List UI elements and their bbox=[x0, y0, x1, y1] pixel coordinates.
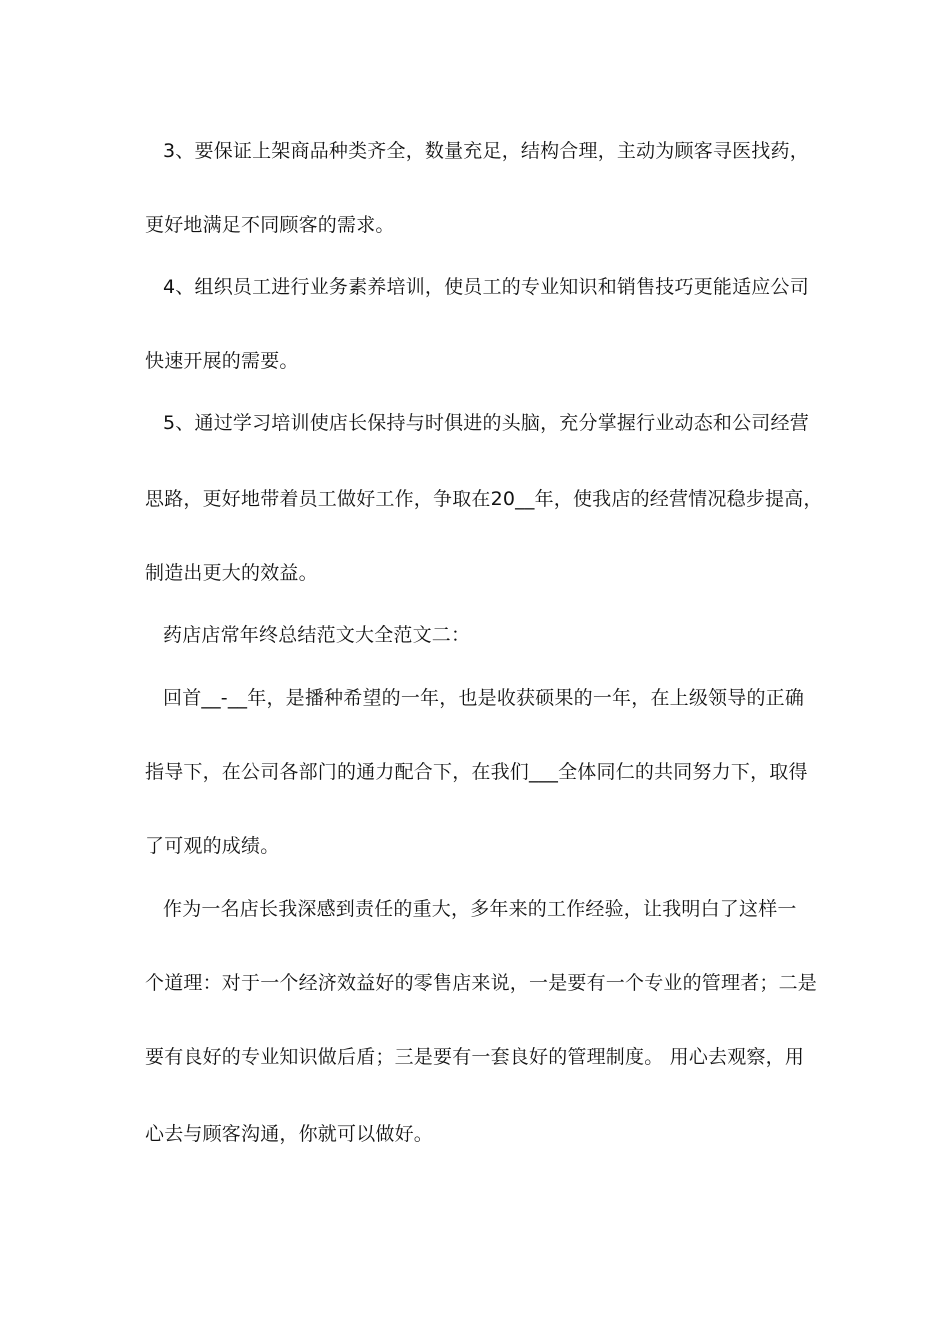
paragraph-manager-line-1: 作为一名店长我深感到责任的重大，多年来的工作经验，让我明白了这样一 bbox=[163, 898, 797, 920]
section-heading: 药店店常年终总结范文大全范文二： bbox=[163, 624, 471, 646]
paragraph-3-line-2: 更好地满足不同顾客的需求。 bbox=[145, 214, 395, 236]
paragraph-4-line-2: 快速开展的需要。 bbox=[145, 350, 299, 372]
paragraph-manager-line-4: 心去与顾客沟通，你就可以做好。 bbox=[145, 1123, 434, 1145]
paragraph-manager-line-3: 要有良好的专业知识做后盾；三是要有一套良好的管理制度。 用心去观察，用 bbox=[145, 1046, 805, 1068]
paragraph-review-line-1: 回首__-__年，是播种希望的一年，也是收获硕果的一年，在上级领导的正确 bbox=[163, 687, 805, 709]
paragraph-manager-line-2: 个道理：对于一个经济效益好的零售店来说，一是要有一个专业的管理者；二是 bbox=[145, 972, 818, 994]
paragraph-3-line-1: 3、要保证上架商品种类齐全，数量充足，结构合理，主动为顾客寻医找药， bbox=[163, 140, 809, 162]
paragraph-4-line-1: 4、组织员工进行业务素养培训，使员工的专业知识和销售技巧更能适应公司 bbox=[163, 276, 809, 298]
paragraph-review-line-3: 了可观的成绩。 bbox=[145, 835, 280, 857]
paragraph-5-line-3: 制造出更大的效益。 bbox=[145, 562, 318, 584]
paragraph-5-line-2: 思路，更好地带着员工做好工作，争取在20__年，使我店的经营情况稳步提高， bbox=[145, 488, 823, 510]
paragraph-review-line-2: 指导下，在公司各部门的通力配合下，在我们___全体同仁的共同努力下，取得 bbox=[145, 761, 808, 783]
paragraph-5-line-1: 5、通过学习培训使店长保持与时俱进的头脑，充分掌握行业动态和公司经营 bbox=[163, 412, 809, 434]
